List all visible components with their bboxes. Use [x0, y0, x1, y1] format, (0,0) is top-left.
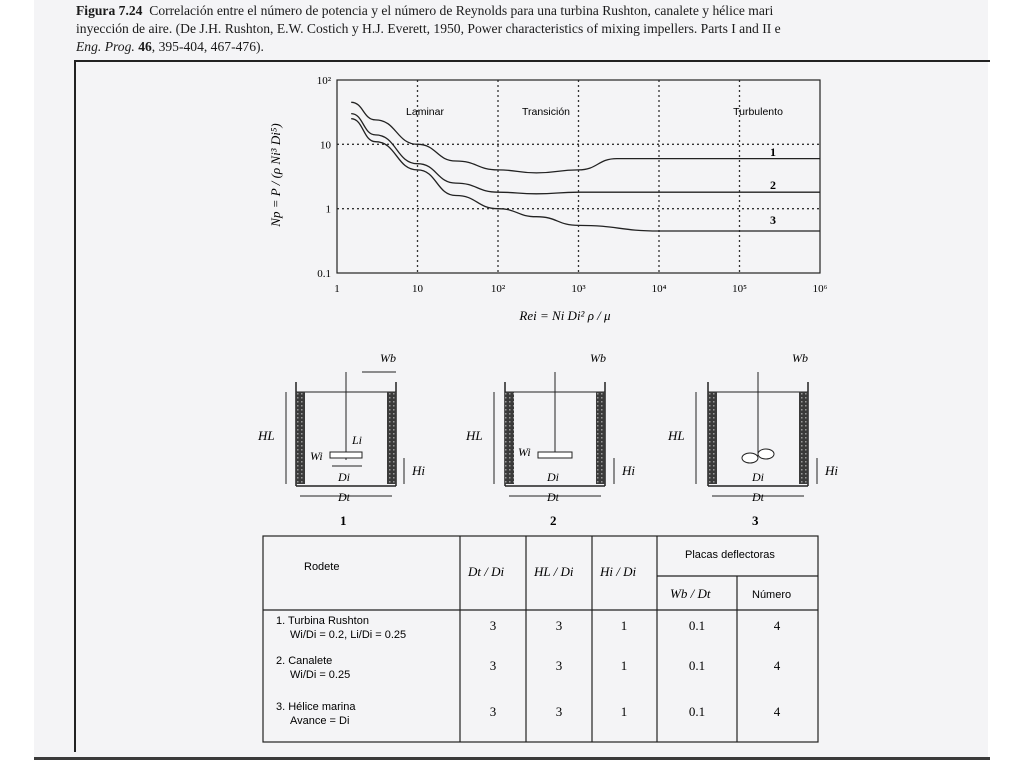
header-hi-di: Hi / Di	[600, 564, 637, 579]
y-tick-label: 10²	[316, 75, 331, 87]
x-tick-label: 10⁶	[812, 283, 828, 295]
wi-label-2: Wi	[518, 445, 531, 459]
dt-label-1: Dt	[338, 490, 350, 504]
hi-label-3: Hi	[825, 463, 838, 478]
cell-hi-di: 1	[620, 704, 628, 719]
tank-number-2: 2	[550, 513, 557, 528]
wb-label-3: Wb	[792, 351, 808, 365]
caption-line-1: Correlación entre el número de potencia y el número de Reynolds para una turbina Rushton, canalete y hélice mari	[149, 3, 774, 18]
y-tick-label: 10	[320, 139, 331, 152]
caption-volume: 46	[138, 39, 152, 54]
header-hl-di: HL / Di	[534, 564, 574, 579]
table-row	[276, 701, 781, 727]
cell-dt-di: 3	[489, 618, 497, 633]
table-rows	[276, 615, 781, 727]
table-row	[276, 615, 781, 641]
series-label-1: 1	[770, 145, 776, 159]
cell-wb-dt: 0.1	[688, 704, 706, 719]
cell-hi-di: 1	[620, 618, 628, 633]
rodete-detail: Avance = Di	[290, 715, 350, 727]
cell-wb-dt: 0.1	[688, 658, 706, 673]
header-numero: Número	[752, 589, 792, 601]
dt-label-3: Dt	[752, 490, 764, 504]
rodete-name: 1. Turbina Rushton	[276, 615, 369, 627]
header-wb-dt: Wb / Dt	[670, 586, 711, 601]
rodete-name: 3. Hélice marina	[276, 701, 356, 713]
region-laminar: Laminar	[406, 106, 444, 118]
hl-label-1: HL	[258, 428, 275, 443]
hl-label-3: HL	[668, 428, 685, 443]
cell-wb-dt: 0.1	[688, 618, 706, 633]
di-label-2: Di	[547, 470, 559, 484]
wb-label-2: Wb	[590, 351, 606, 365]
x-axis-label: Rei = Ni Di² ρ / μ	[519, 308, 611, 323]
cell-hi-di: 1	[620, 658, 628, 673]
cell-hl-di: 3	[555, 658, 563, 673]
li-label-1: Li	[352, 433, 363, 447]
di-label-1: Di	[338, 470, 350, 484]
dt-label-2: Dt	[547, 490, 559, 504]
y-tick-label: 0.1	[317, 268, 331, 280]
cell-numero: 4	[773, 658, 781, 673]
series-label-2: 2	[770, 178, 776, 192]
header-rodete: Rodete	[304, 561, 340, 573]
tank-number-3: 3	[752, 513, 759, 528]
x-tick-label: 10⁵	[732, 283, 747, 295]
y-tick-label: 1	[325, 203, 331, 216]
caption-pages: , 395-404, 467-476).	[151, 39, 264, 54]
caption-journal: Eng. Prog.	[76, 39, 135, 54]
cell-dt-di: 3	[489, 658, 497, 673]
series-label-3: 3	[770, 213, 776, 227]
x-tick-label: 10²	[490, 283, 506, 295]
cell-numero: 4	[773, 618, 781, 633]
rodete-name: 2. Canalete	[276, 655, 333, 667]
hi-label-2: Hi	[622, 463, 635, 478]
x-tick-label: 10	[412, 283, 423, 295]
table-row	[276, 655, 781, 681]
figure-label: Figura 7.24	[76, 3, 143, 18]
x-tick-label: 1	[334, 283, 340, 295]
cell-dt-di: 3	[489, 704, 497, 719]
tank-number-1: 1	[340, 513, 347, 528]
cell-hl-di: 3	[555, 618, 563, 633]
region-turbulento: Turbulento	[733, 106, 783, 118]
cell-hl-di: 3	[555, 704, 563, 719]
x-tick-label: 10⁴	[651, 283, 667, 295]
y-axis-label: Np = P / (ρ Ni³ Di⁵)	[268, 123, 283, 227]
caption-line-2: inyección de aire. (De J.H. Rushton, E.W. Costich y H.J. Everett, 1950, Power characteristics of mixing impellers. Parts I and II e	[76, 21, 781, 36]
rodete-detail: Wi/Di = 0.25	[290, 669, 351, 681]
header-placas: Placas deflectoras	[685, 549, 775, 561]
header-dt-di: Dt / Di	[468, 564, 505, 579]
cell-numero: 4	[773, 704, 781, 719]
wi-label-1: Wi	[310, 449, 323, 463]
hi-label-1: Hi	[412, 463, 425, 478]
di-label-3: Di	[752, 470, 764, 484]
x-tick-label: 10³	[571, 283, 586, 295]
region-transicion: Transición	[521, 106, 571, 118]
hl-label-2: HL	[466, 428, 483, 443]
rodete-detail: Wi/Di = 0.2, Li/Di = 0.25	[290, 629, 407, 641]
wb-label-1: Wb	[380, 351, 396, 365]
